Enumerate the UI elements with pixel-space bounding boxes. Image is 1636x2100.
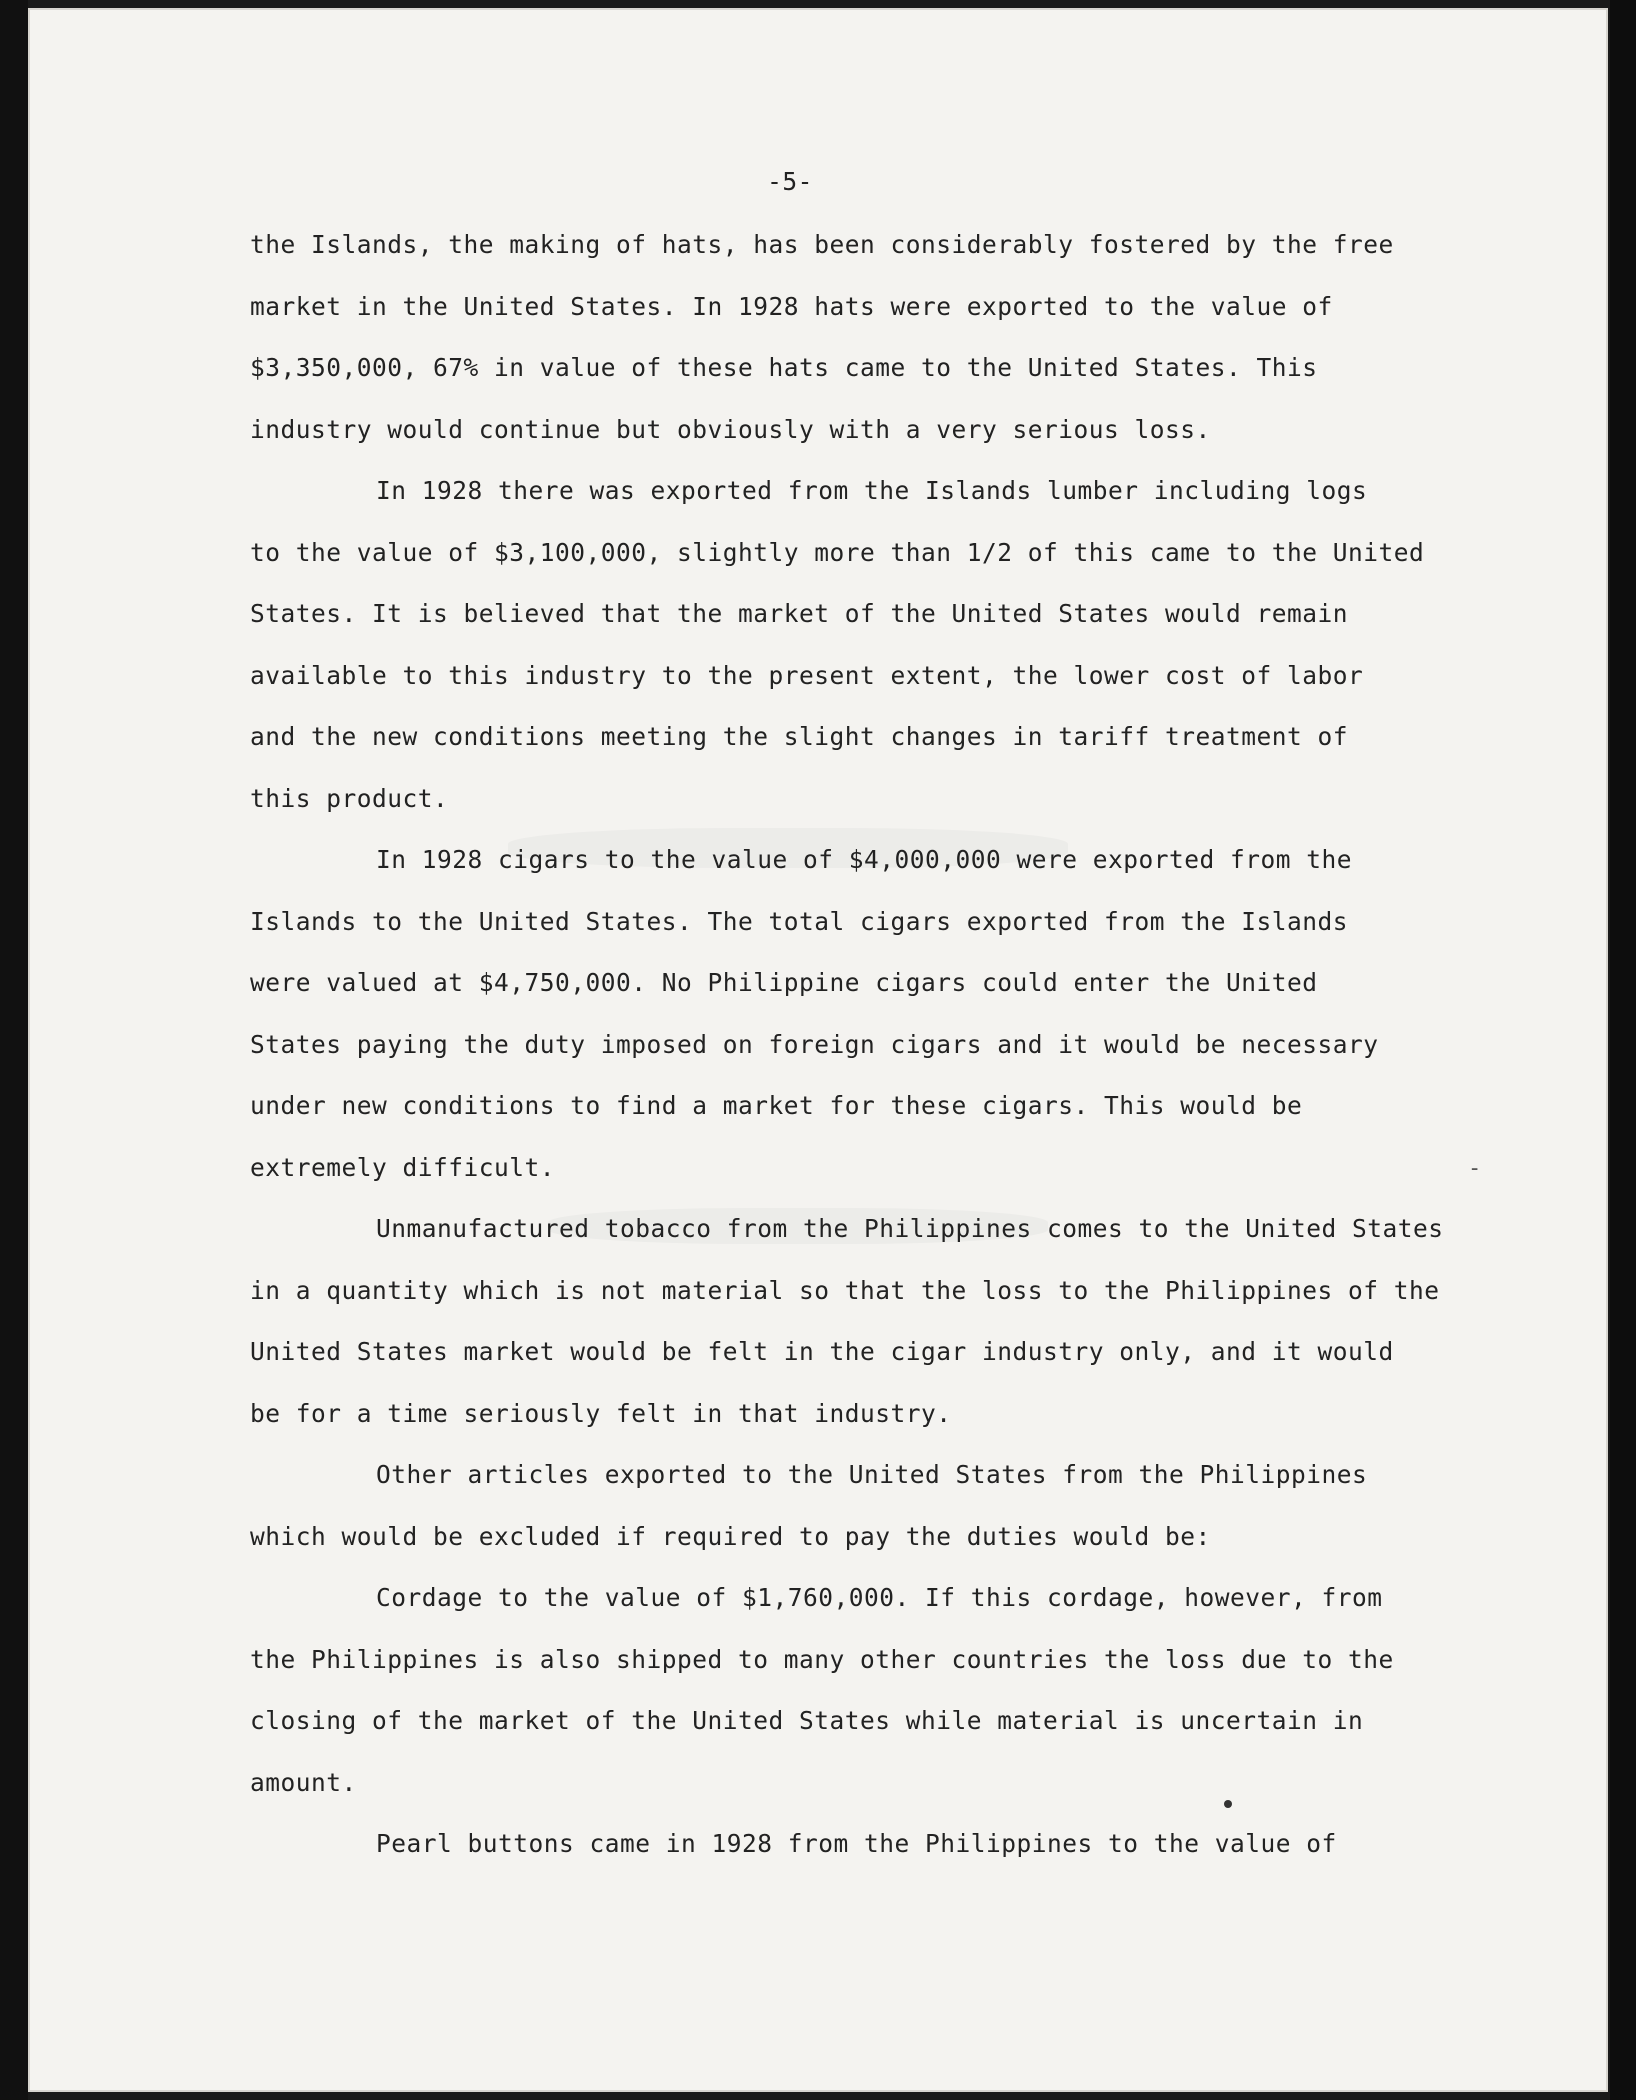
text-line: available to this industry to the present extent, the lower cost of labor [250, 660, 1364, 690]
text-line: Other articles exported to the United States from the Philippines [376, 1460, 1368, 1489]
text-line: to the value of $3,100,000, slightly more than 1/2 of this came to the United [250, 537, 1425, 567]
text-line: amount. [250, 1767, 357, 1797]
text-line: extremely difficult. [250, 1152, 556, 1182]
typewritten-text [250, 150, 1500, 1875]
text-line: this product. [250, 783, 449, 813]
text-line: In 1928 cigars to the value of $4,000,000 were exported from the [376, 845, 1353, 874]
text-line: $3,350,000, 67% in value of these hats came to the United States. This [250, 353, 1318, 382]
text-line: in a quantity which is not material so that the loss to the Philippines of the [250, 1275, 1440, 1305]
paragraph [250, 1444, 1500, 1567]
scan-left-border [0, 0, 28, 2100]
stray-mark: - [1468, 1156, 1482, 1181]
paragraph [250, 829, 1500, 1198]
text-line: the Philippines is also shipped to many other countries the loss due to the [250, 1644, 1394, 1674]
text-line: under new conditions to find a market for these cigars. This would be [250, 1091, 1303, 1120]
paragraph [250, 460, 1500, 829]
page-number: -5- [767, 167, 813, 196]
text-line: closing of the market of the United States while material is uncertain in [250, 1706, 1364, 1735]
text-line: Pearl buttons came in 1928 from the Philippines to the value of [376, 1829, 1337, 1858]
paragraph [250, 1813, 1500, 1875]
text-line: industry would continue but obviously with a very serious loss. [250, 414, 1211, 444]
text-line: the Islands, the making of hats, has been considerably fostered by the free [250, 230, 1394, 259]
scan-right-border [1610, 0, 1636, 2100]
text-line: United States market would be felt in the cigar industry only, and it would [250, 1337, 1394, 1366]
text-line: States paying the duty imposed on foreign cigars and it would be necessary [250, 1029, 1379, 1059]
paragraph [250, 214, 1500, 460]
text-line: which would be excluded if required to pay the duties would be: [250, 1521, 1211, 1551]
text-line: market in the United States. In 1928 hats were exported to the value of [250, 291, 1333, 321]
text-line: In 1928 there was exported from the Islands lumber including logs [376, 476, 1368, 505]
text-line: Unmanufactured tobacco from the Philippines comes to the United States [376, 1214, 1444, 1243]
text-line: States. It is believed that the market of the United States would remain [250, 599, 1349, 628]
paragraph [250, 1567, 1500, 1813]
text-line: were valued at $4,750,000. No Philippine cigars could enter the United [250, 968, 1318, 997]
paragraph [250, 1198, 1500, 1444]
text-line: Islands to the United States. The total cigars exported from the Islands [250, 906, 1349, 936]
text-line: Cordage to the value of $1,760,000. If this cordage, however, from [376, 1583, 1383, 1612]
text-line: and the new conditions meeting the slight changes in tariff treatment of [250, 722, 1349, 751]
text-line: be for a time seriously felt in that industry. [250, 1398, 952, 1428]
